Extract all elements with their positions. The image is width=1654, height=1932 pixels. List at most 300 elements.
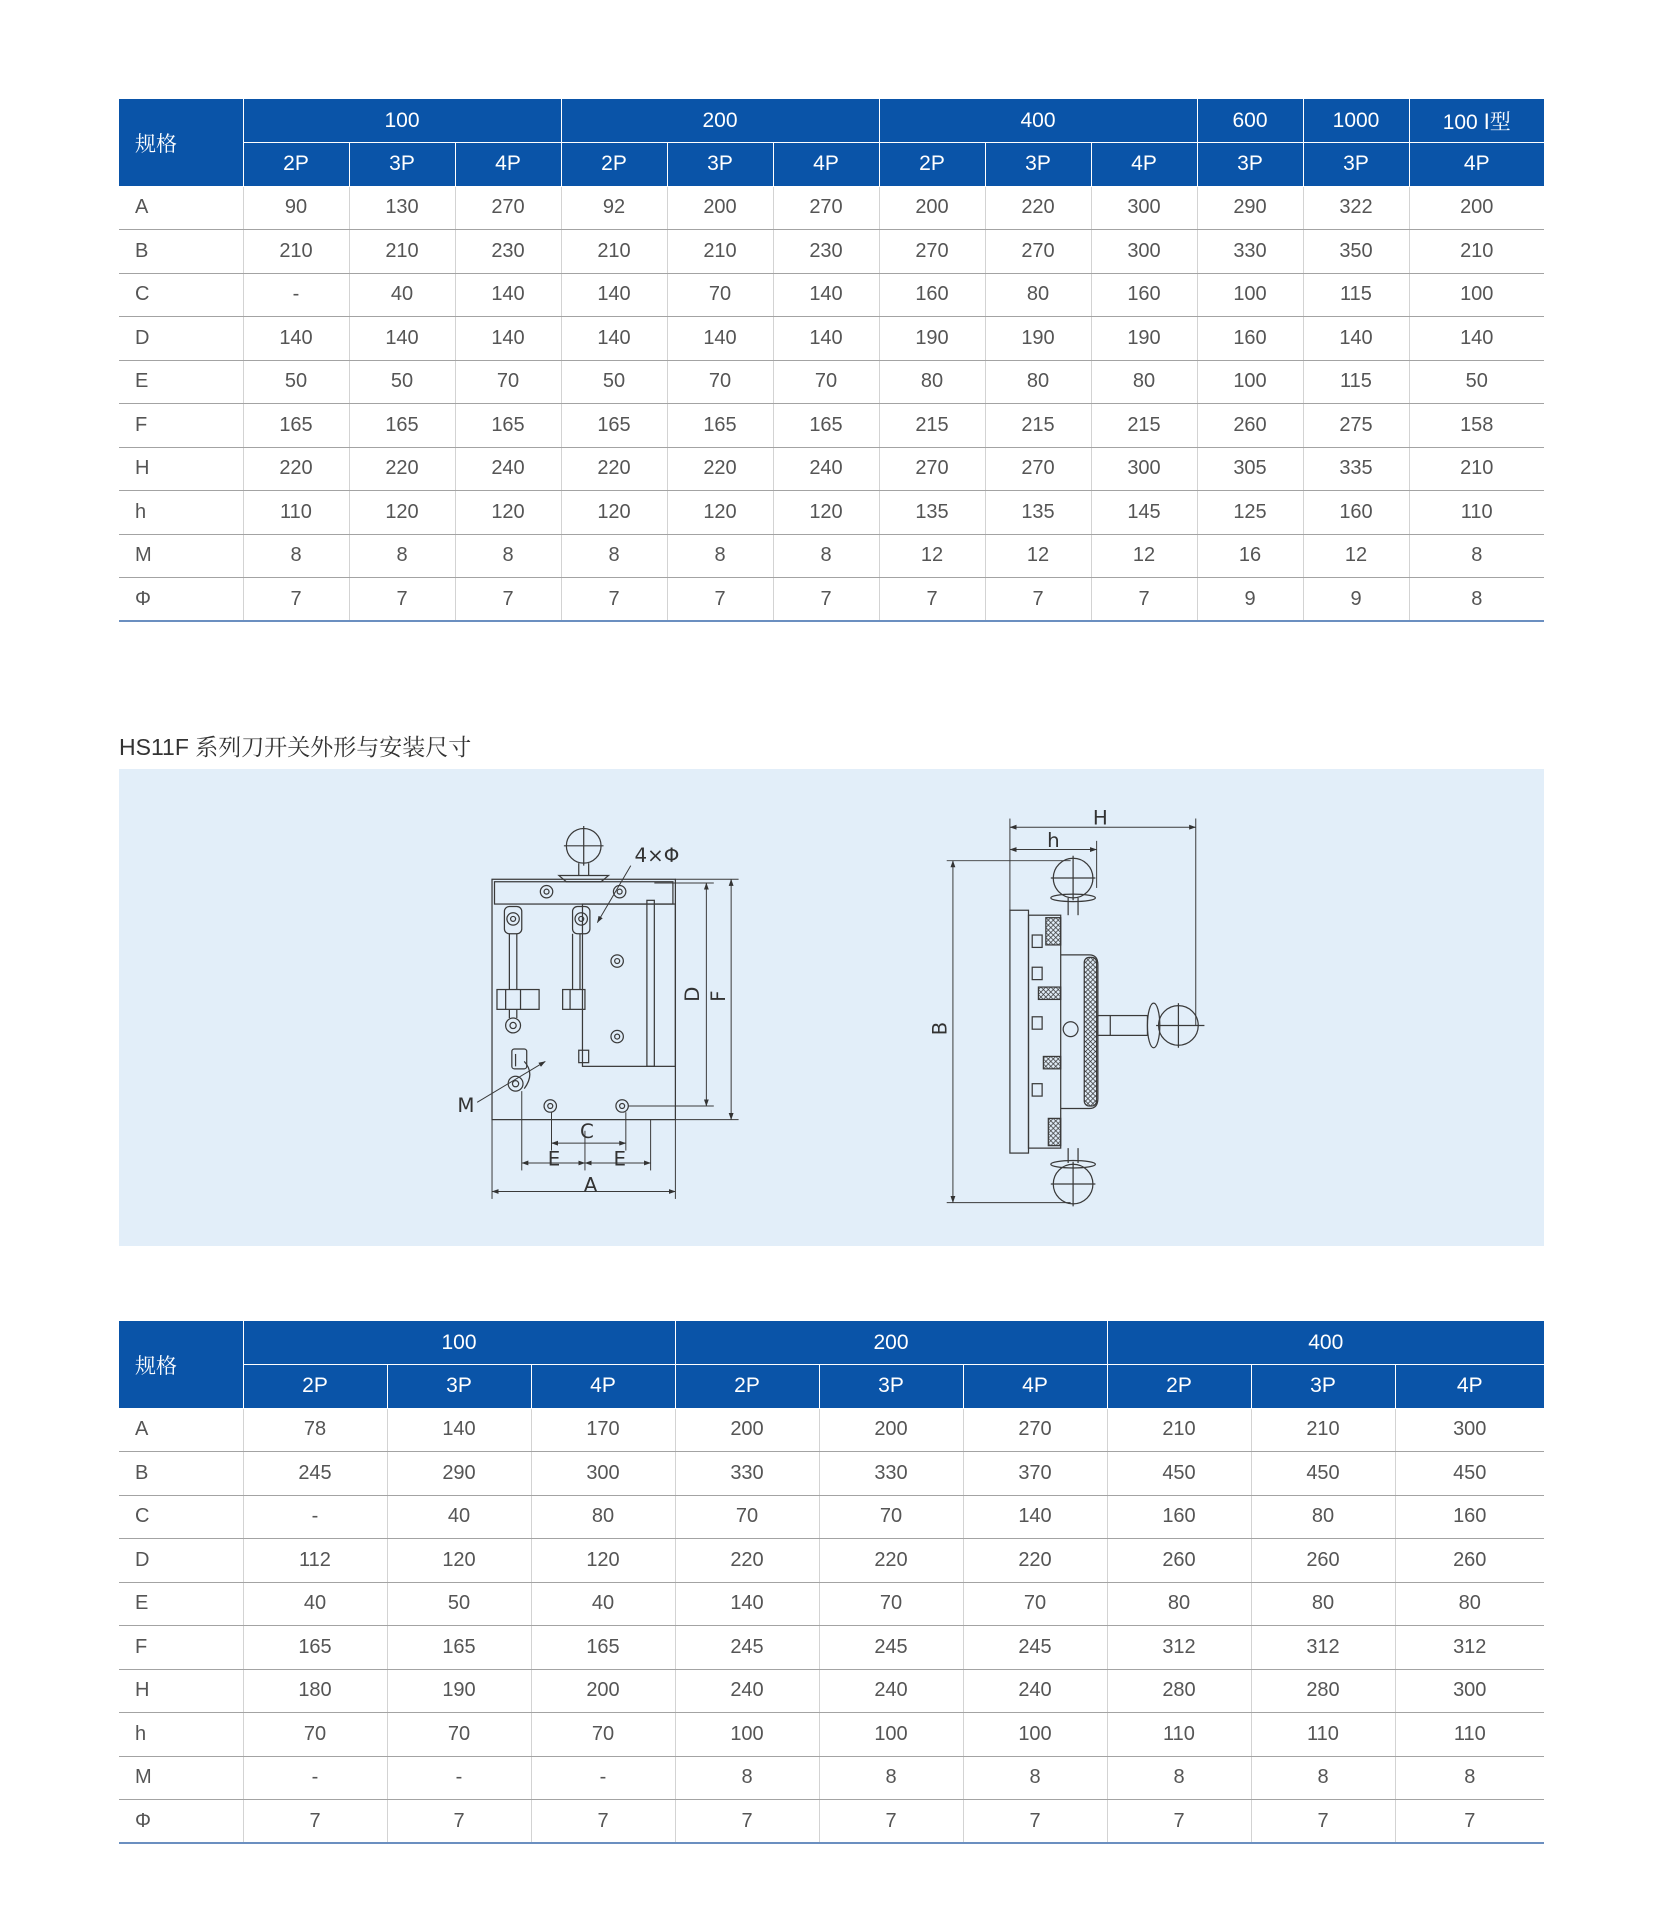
row-label-cell: F — [119, 404, 243, 448]
value-cell: 70 — [531, 1713, 675, 1757]
M-leader-line — [477, 1061, 545, 1102]
pole-header-cell: 4P — [963, 1365, 1107, 1409]
dimension-drawing — [119, 769, 1544, 1246]
table-row — [119, 186, 1544, 230]
value-cell: 210 — [243, 230, 349, 274]
value-cell: 70 — [819, 1495, 963, 1539]
value-cell: 210 — [1107, 1408, 1251, 1452]
value-cell: 100 — [1197, 360, 1303, 404]
value-cell: 7 — [561, 578, 667, 622]
row-label-cell: C — [119, 273, 243, 317]
rating-header-cell: 600 — [1197, 99, 1303, 143]
value-cell: 140 — [667, 317, 773, 361]
value-cell: 140 — [455, 273, 561, 317]
value-cell: 190 — [879, 317, 985, 361]
table-row — [119, 404, 1544, 448]
value-cell: 312 — [1107, 1626, 1251, 1670]
value-cell: 210 — [1251, 1408, 1395, 1452]
pole-header-cell: 3P — [819, 1365, 963, 1409]
value-cell: 130 — [349, 186, 455, 230]
value-cell: - — [387, 1756, 531, 1800]
front-view-drawing — [492, 826, 675, 1120]
rating-header-cell: 1000 — [1303, 99, 1409, 143]
value-cell: 230 — [455, 230, 561, 274]
rating-header-cell: 200 — [561, 99, 879, 143]
header-row-poles — [119, 1365, 1544, 1409]
value-cell: 135 — [985, 491, 1091, 535]
pole-header-cell: 4P — [773, 143, 879, 187]
value-cell: 70 — [387, 1713, 531, 1757]
value-cell: - — [243, 1495, 387, 1539]
value-cell: 240 — [963, 1669, 1107, 1713]
value-cell: 120 — [773, 491, 879, 535]
row-label-cell: C — [119, 1495, 243, 1539]
value-cell: 165 — [531, 1626, 675, 1670]
row-label-cell: M — [119, 534, 243, 578]
row-label-cell: H — [119, 1669, 243, 1713]
section-title: HS11F 系列刀开关外形与安装尺寸 — [119, 734, 472, 760]
value-cell: 50 — [561, 360, 667, 404]
value-cell: 110 — [1251, 1713, 1395, 1757]
value-cell: 135 — [879, 491, 985, 535]
value-cell: 9 — [1303, 578, 1409, 622]
side-view-drawing — [1010, 856, 1205, 1207]
table-row — [119, 534, 1544, 578]
value-cell: 220 — [243, 447, 349, 491]
value-cell: 270 — [455, 186, 561, 230]
row-label-cell: D — [119, 1539, 243, 1583]
pole-header-cell: 2P — [561, 143, 667, 187]
table-row — [119, 1582, 1544, 1626]
value-cell: 240 — [773, 447, 879, 491]
side-top-knob — [1051, 856, 1096, 915]
value-cell: 220 — [675, 1539, 819, 1583]
label-B: B — [928, 1021, 952, 1036]
value-cell: 220 — [561, 447, 667, 491]
table-row — [119, 447, 1544, 491]
label-holes: 4×Φ — [634, 843, 680, 867]
value-cell: 165 — [455, 404, 561, 448]
value-cell: 70 — [819, 1582, 963, 1626]
value-cell: 270 — [879, 230, 985, 274]
value-cell: 370 — [963, 1452, 1107, 1496]
value-cell: 270 — [773, 186, 879, 230]
row-label-cell: A — [119, 1408, 243, 1452]
value-cell: 220 — [985, 186, 1091, 230]
pole-header-cell: 4P — [1395, 1365, 1544, 1409]
value-cell: 450 — [1395, 1452, 1544, 1496]
value-cell: 80 — [1107, 1582, 1251, 1626]
pole-header-cell: 3P — [387, 1365, 531, 1409]
value-cell: 330 — [675, 1452, 819, 1496]
value-cell: 8 — [1251, 1756, 1395, 1800]
table-row — [119, 1800, 1544, 1844]
value-cell: 100 — [819, 1713, 963, 1757]
row-label-cell: M — [119, 1756, 243, 1800]
pole-header-cell: 4P — [455, 143, 561, 187]
value-cell: 7 — [773, 578, 879, 622]
row-label-cell: h — [119, 491, 243, 535]
value-cell: 450 — [1251, 1452, 1395, 1496]
value-cell: 330 — [1197, 230, 1303, 274]
value-cell: 160 — [1197, 317, 1303, 361]
value-cell: 8 — [349, 534, 455, 578]
value-cell: 8 — [243, 534, 349, 578]
table-header — [119, 1321, 1544, 1408]
value-cell: - — [243, 1756, 387, 1800]
pole-header-cell: 2P — [243, 143, 349, 187]
rating-header-cell: 400 — [1107, 1321, 1544, 1365]
value-cell: 275 — [1303, 404, 1409, 448]
value-cell: 300 — [531, 1452, 675, 1496]
value-cell: 115 — [1303, 273, 1409, 317]
value-cell: 350 — [1303, 230, 1409, 274]
value-cell: 70 — [773, 360, 879, 404]
value-cell: 7 — [819, 1800, 963, 1844]
value-cell: 450 — [1107, 1452, 1251, 1496]
row-label-cell: H — [119, 447, 243, 491]
top-bar — [495, 882, 673, 904]
value-cell: 125 — [1197, 491, 1303, 535]
value-cell: 110 — [243, 491, 349, 535]
value-cell: 7 — [243, 578, 349, 622]
value-cell: 270 — [985, 447, 1091, 491]
rating-header-cell: 200 — [675, 1321, 1107, 1365]
value-cell: 50 — [387, 1582, 531, 1626]
value-cell: 40 — [349, 273, 455, 317]
pole-header-cell: 3P — [1251, 1365, 1395, 1409]
value-cell: 165 — [387, 1626, 531, 1670]
table-row — [119, 578, 1544, 622]
value-cell: 220 — [667, 447, 773, 491]
row-label-cell: h — [119, 1713, 243, 1757]
base-plate — [492, 879, 675, 1119]
spec-corner-cell: 规格 — [119, 1321, 243, 1408]
value-cell: 80 — [1251, 1495, 1395, 1539]
value-cell: 70 — [667, 360, 773, 404]
value-cell: 120 — [667, 491, 773, 535]
value-cell: 110 — [1395, 1713, 1544, 1757]
value-cell: 300 — [1395, 1408, 1544, 1452]
table-row — [119, 1495, 1544, 1539]
side-view-labels — [929, 807, 1108, 1036]
outline-drawing-panel — [119, 769, 1544, 1246]
pole-header-cell: 4P — [1409, 143, 1544, 187]
value-cell: 200 — [675, 1408, 819, 1452]
bottom-terminal — [508, 1049, 530, 1091]
value-cell: 322 — [1303, 186, 1409, 230]
value-cell: 40 — [387, 1495, 531, 1539]
value-cell: 7 — [1107, 1800, 1251, 1844]
table-row — [119, 1669, 1544, 1713]
value-cell: 165 — [561, 404, 667, 448]
value-cell: 312 — [1251, 1626, 1395, 1670]
value-cell: 158 — [1409, 404, 1544, 448]
value-cell: 140 — [1303, 317, 1409, 361]
value-cell: 7 — [675, 1800, 819, 1844]
label-E-left: E — [547, 1147, 561, 1171]
table-row — [119, 1713, 1544, 1757]
value-cell: 240 — [819, 1669, 963, 1713]
value-cell: 78 — [243, 1408, 387, 1452]
value-cell: 120 — [455, 491, 561, 535]
value-cell: 140 — [675, 1582, 819, 1626]
table-body — [119, 186, 1544, 621]
value-cell: 7 — [531, 1800, 675, 1844]
table-row — [119, 1452, 1544, 1496]
value-cell: 70 — [455, 360, 561, 404]
pole-header-cell: 4P — [1091, 143, 1197, 187]
value-cell: 210 — [1409, 230, 1544, 274]
value-cell: 165 — [349, 404, 455, 448]
table-row — [119, 360, 1544, 404]
value-cell: 165 — [243, 404, 349, 448]
label-D: D — [680, 986, 704, 1002]
table-body — [119, 1408, 1544, 1843]
value-cell: 290 — [387, 1452, 531, 1496]
row-label-cell: A — [119, 186, 243, 230]
value-cell: 280 — [1251, 1669, 1395, 1713]
value-cell: 8 — [963, 1756, 1107, 1800]
value-cell: 160 — [1395, 1495, 1544, 1539]
value-cell: 200 — [819, 1408, 963, 1452]
value-cell: 120 — [531, 1539, 675, 1583]
value-cell: - — [531, 1756, 675, 1800]
header-row-poles — [119, 143, 1544, 187]
value-cell: 165 — [773, 404, 879, 448]
value-cell: 300 — [1091, 186, 1197, 230]
value-cell: 7 — [963, 1800, 1107, 1844]
value-cell: 245 — [675, 1626, 819, 1670]
value-cell: 210 — [349, 230, 455, 274]
rating-header-cell: 100 — [243, 1321, 675, 1365]
value-cell: 312 — [1395, 1626, 1544, 1670]
value-cell: 8 — [667, 534, 773, 578]
handle-knob — [559, 826, 609, 882]
value-cell: 245 — [819, 1626, 963, 1670]
value-cell: 8 — [675, 1756, 819, 1800]
value-cell: 50 — [243, 360, 349, 404]
value-cell: 7 — [1091, 578, 1197, 622]
label-E-right: E — [613, 1147, 626, 1171]
contact-block — [582, 900, 675, 1066]
value-cell: 140 — [349, 317, 455, 361]
value-cell: 7 — [1395, 1800, 1544, 1844]
pole-header-cell: 4P — [531, 1365, 675, 1409]
table-row — [119, 230, 1544, 274]
table-row — [119, 317, 1544, 361]
label-A: A — [583, 1173, 598, 1197]
value-cell: 110 — [1107, 1713, 1251, 1757]
value-cell: 7 — [243, 1800, 387, 1844]
row-label-cell: B — [119, 230, 243, 274]
value-cell: 280 — [1107, 1669, 1251, 1713]
value-cell: 7 — [455, 578, 561, 622]
rating-header-cell: 100 Ⅰ型 — [1409, 99, 1544, 143]
value-cell: 9 — [1197, 578, 1303, 622]
pole-header-cell: 3P — [985, 143, 1091, 187]
value-cell: 80 — [1251, 1582, 1395, 1626]
value-cell: 200 — [531, 1669, 675, 1713]
value-cell: 8 — [1409, 578, 1544, 622]
pole-header-cell: 2P — [675, 1365, 819, 1409]
value-cell: 190 — [1091, 317, 1197, 361]
value-cell: 140 — [561, 273, 667, 317]
value-cell: 200 — [1409, 186, 1544, 230]
value-cell: 240 — [455, 447, 561, 491]
value-cell: 16 — [1197, 534, 1303, 578]
value-cell: 50 — [349, 360, 455, 404]
header-row-rating — [119, 1321, 1544, 1365]
value-cell: 7 — [387, 1800, 531, 1844]
value-cell: 260 — [1197, 404, 1303, 448]
table-row — [119, 1626, 1544, 1670]
value-cell: 50 — [1409, 360, 1544, 404]
pole-header-cell: 2P — [243, 1365, 387, 1409]
value-cell: 8 — [561, 534, 667, 578]
value-cell: 300 — [1395, 1669, 1544, 1713]
value-cell: 7 — [1251, 1800, 1395, 1844]
value-cell: 270 — [879, 447, 985, 491]
value-cell: 7 — [349, 578, 455, 622]
row-label-cell: F — [119, 1626, 243, 1670]
rating-header-cell: 100 — [243, 99, 561, 143]
value-cell: 100 — [1409, 273, 1544, 317]
value-cell: 290 — [1197, 186, 1303, 230]
value-cell: 12 — [879, 534, 985, 578]
table-row — [119, 1408, 1544, 1452]
table-header — [119, 99, 1544, 186]
value-cell: 8 — [1107, 1756, 1251, 1800]
value-cell: 115 — [1303, 360, 1409, 404]
value-cell: 220 — [819, 1539, 963, 1583]
value-cell: 190 — [985, 317, 1091, 361]
value-cell: 260 — [1251, 1539, 1395, 1583]
value-cell: 90 — [243, 186, 349, 230]
row-label-cell: E — [119, 1582, 243, 1626]
value-cell: 120 — [561, 491, 667, 535]
value-cell: 160 — [1303, 491, 1409, 535]
value-cell: 7 — [667, 578, 773, 622]
value-cell: 92 — [561, 186, 667, 230]
label-H: H — [1092, 806, 1108, 830]
value-cell: 305 — [1197, 447, 1303, 491]
rating-header-cell: 400 — [879, 99, 1197, 143]
value-cell: 270 — [963, 1408, 1107, 1452]
row-label-cell: D — [119, 317, 243, 361]
value-cell: 210 — [1409, 447, 1544, 491]
value-cell: 140 — [455, 317, 561, 361]
value-cell: 300 — [1091, 230, 1197, 274]
label-F: F — [706, 990, 730, 1002]
value-cell: 7 — [985, 578, 1091, 622]
value-cell: 215 — [1091, 404, 1197, 448]
label-C: C — [579, 1120, 594, 1144]
row-label-cell: E — [119, 360, 243, 404]
value-cell: 300 — [1091, 447, 1197, 491]
value-cell: 140 — [243, 317, 349, 361]
value-cell: 70 — [963, 1582, 1107, 1626]
value-cell: 80 — [1395, 1582, 1544, 1626]
table-row — [119, 491, 1544, 535]
value-cell: 200 — [667, 186, 773, 230]
pole-header-cell: 3P — [1197, 143, 1303, 187]
label-h: h — [1047, 829, 1060, 853]
value-cell: 8 — [455, 534, 561, 578]
value-cell: 220 — [349, 447, 455, 491]
value-cell: 100 — [963, 1713, 1107, 1757]
value-cell: 100 — [675, 1713, 819, 1757]
value-cell: 245 — [963, 1626, 1107, 1670]
pole-header-cell: 3P — [1303, 143, 1409, 187]
value-cell: 260 — [1107, 1539, 1251, 1583]
table-row — [119, 1756, 1544, 1800]
value-cell: 70 — [675, 1495, 819, 1539]
value-cell: 230 — [773, 230, 879, 274]
side-handle — [1098, 1003, 1205, 1048]
value-cell: 8 — [1409, 534, 1544, 578]
value-cell: 140 — [387, 1408, 531, 1452]
row-label-cell: B — [119, 1452, 243, 1496]
value-cell: 8 — [819, 1756, 963, 1800]
dimension-table-1 — [119, 99, 1544, 622]
side-base-plate — [1010, 910, 1029, 1153]
value-cell: 8 — [1395, 1756, 1544, 1800]
table-row — [119, 273, 1544, 317]
value-cell: 260 — [1395, 1539, 1544, 1583]
value-cell: 112 — [243, 1539, 387, 1583]
value-cell: 170 — [531, 1408, 675, 1452]
knife-blade-right — [563, 907, 590, 1010]
value-cell: 120 — [349, 491, 455, 535]
value-cell: 40 — [531, 1582, 675, 1626]
value-cell: 140 — [561, 317, 667, 361]
value-cell: 120 — [387, 1539, 531, 1583]
row-label-cell: Φ — [119, 578, 243, 622]
value-cell: 80 — [879, 360, 985, 404]
value-cell: 270 — [985, 230, 1091, 274]
pole-header-cell: 2P — [1107, 1365, 1251, 1409]
value-cell: 80 — [531, 1495, 675, 1539]
value-cell: 190 — [387, 1669, 531, 1713]
value-cell: 40 — [243, 1582, 387, 1626]
value-cell: 145 — [1091, 491, 1197, 535]
side-bottom-knob — [1051, 1148, 1096, 1206]
value-cell: 165 — [243, 1626, 387, 1670]
value-cell: 100 — [1197, 273, 1303, 317]
value-cell: 330 — [819, 1452, 963, 1496]
value-cell: 70 — [243, 1713, 387, 1757]
value-cell: 12 — [1091, 534, 1197, 578]
value-cell: 8 — [773, 534, 879, 578]
value-cell: 210 — [561, 230, 667, 274]
value-cell: 70 — [667, 273, 773, 317]
value-cell: 245 — [243, 1452, 387, 1496]
value-cell: 160 — [1091, 273, 1197, 317]
value-cell: 12 — [985, 534, 1091, 578]
dimension-table-2 — [119, 1321, 1544, 1844]
value-cell: 215 — [985, 404, 1091, 448]
value-cell: 140 — [773, 317, 879, 361]
value-cell: 180 — [243, 1669, 387, 1713]
value-cell: 80 — [1091, 360, 1197, 404]
header-row-rating — [119, 99, 1544, 143]
value-cell: 210 — [667, 230, 773, 274]
value-cell: 7 — [879, 578, 985, 622]
value-cell: 140 — [773, 273, 879, 317]
table-row — [119, 1539, 1544, 1583]
value-cell: 160 — [879, 273, 985, 317]
